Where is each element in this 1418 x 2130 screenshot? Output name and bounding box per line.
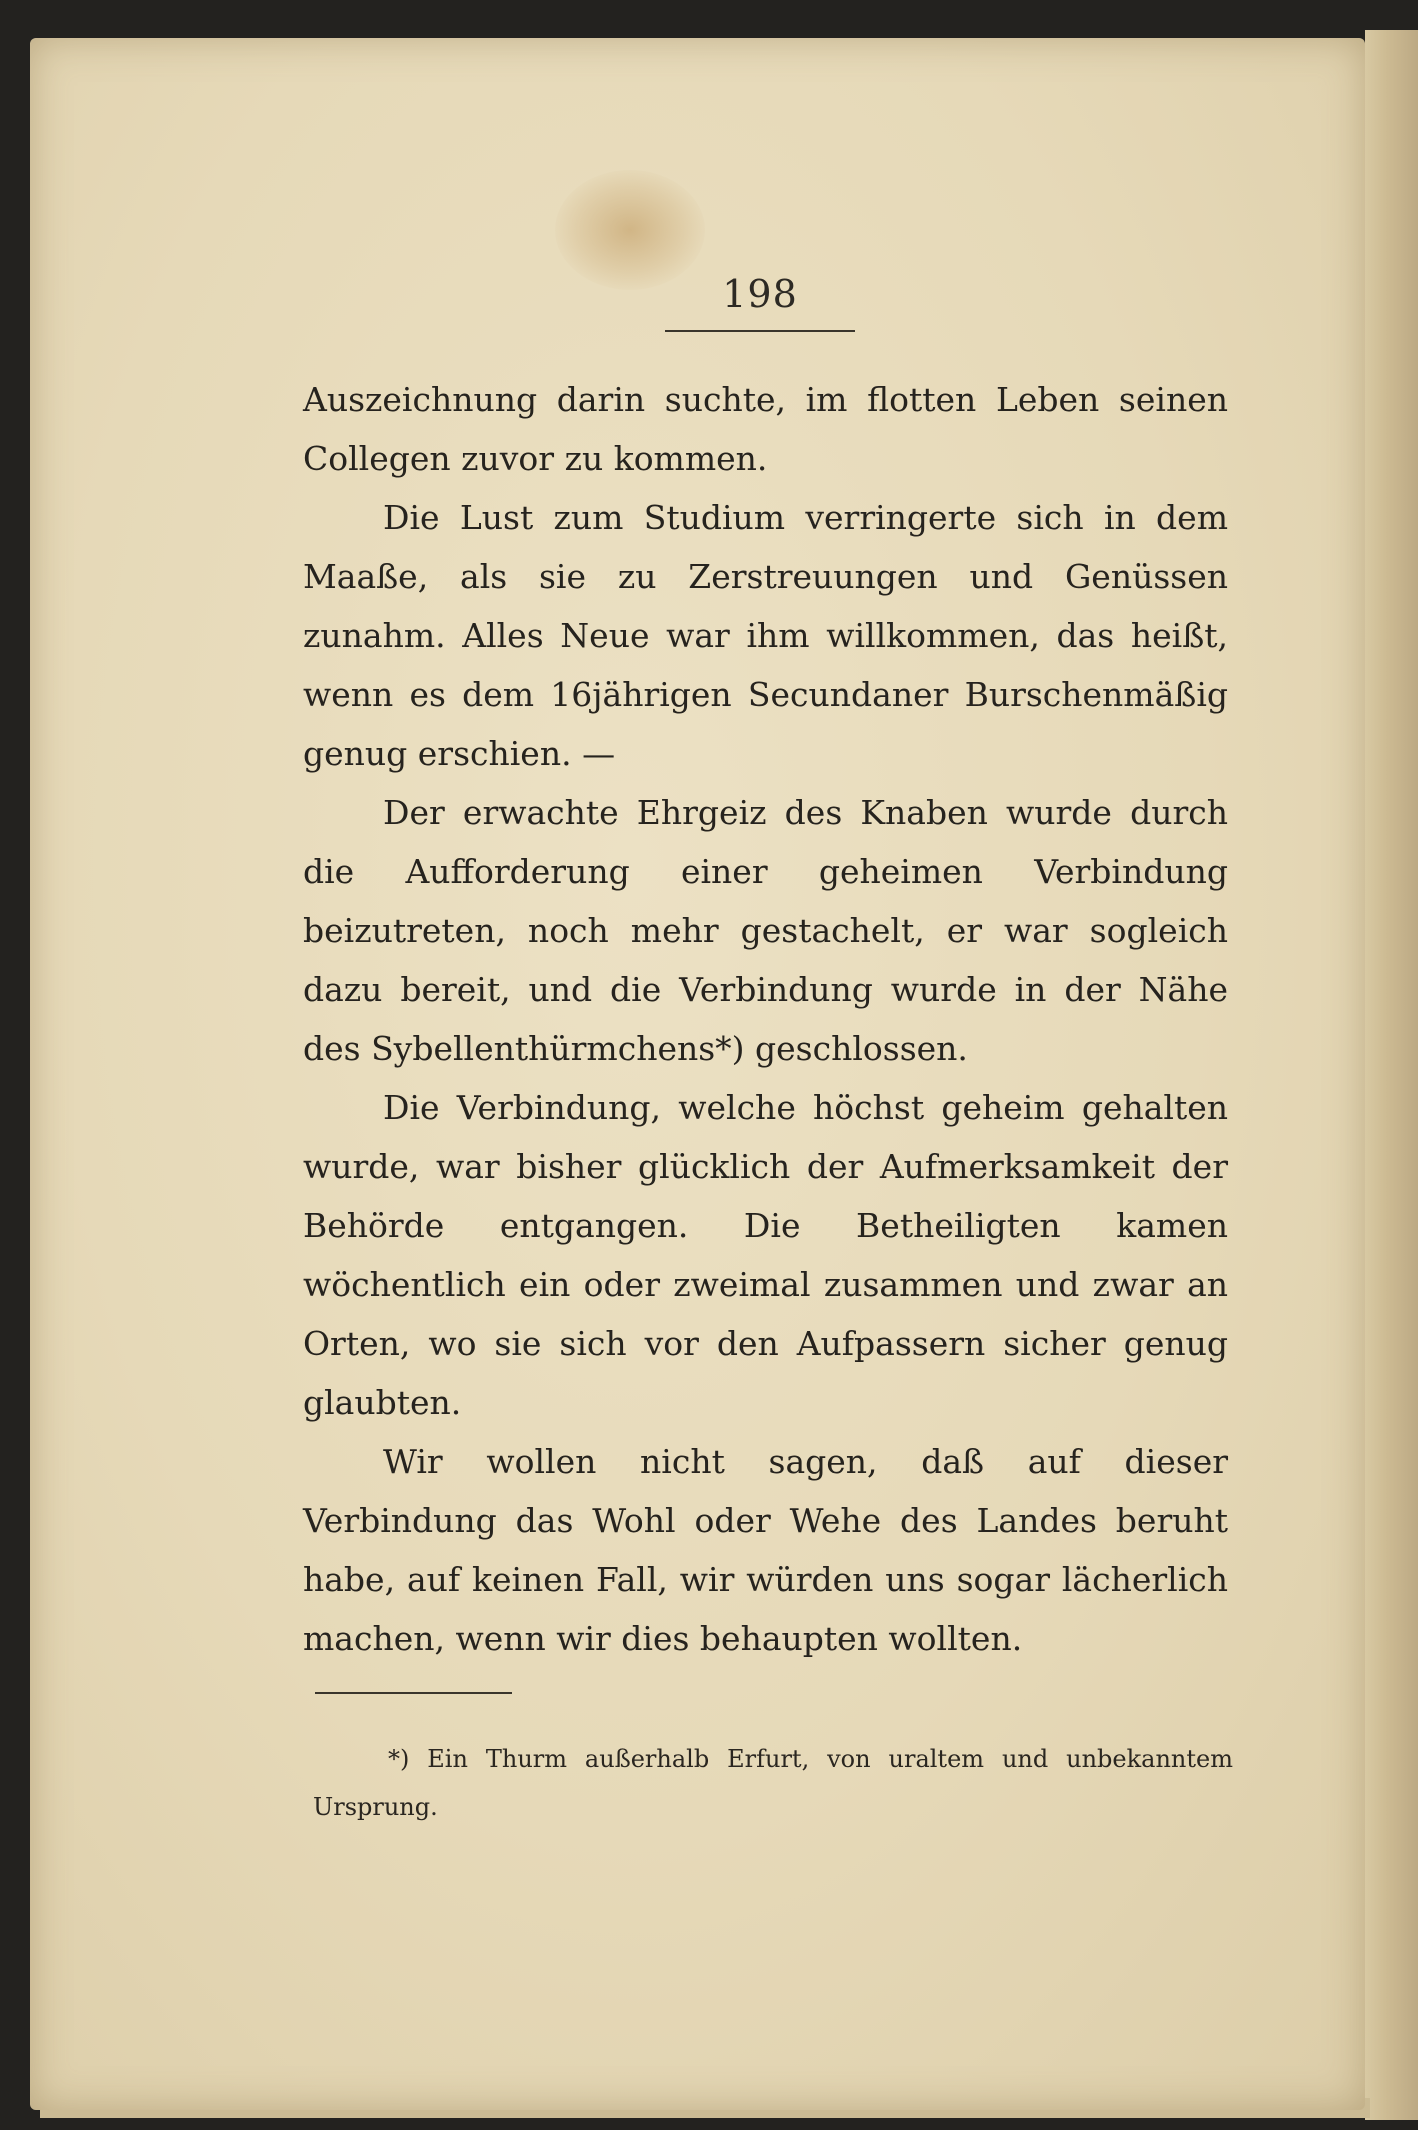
paragraph-4: Die Verbindung, welche höchst geheim gehalten wurde, war bisher glücklich der Aufmerksamkeit der Behörde entgangen. Die Betheiligten kamen wöchentlich ein oder zweimal zusammen und zwar an Orten, wo sie sich vor den Aufpassern sicher genug glaubten. <box>303 1088 1228 1422</box>
body-text <box>303 370 1228 1668</box>
footnote-rule <box>315 1692 512 1694</box>
footnote: *) Ein Thurm außerhalb Erfurt, von uraltem und unbekanntem Ursprung. <box>313 1745 1233 1821</box>
header-rule <box>665 330 855 332</box>
paragraph-1: Auszeichnung darin suchte, im flotten Leben seinen Collegen zuvor zu kommen. <box>303 380 1228 478</box>
paragraph-3: Der erwachte Ehrgeiz des Knaben wurde durch die Aufforderung einer geheimen Verbindung beizutreten, noch mehr gestachelt, er war sogleich dazu bereit, und die Verbindung wurde in der Nähe des Sybellenthürmchens*) geschlossen. <box>303 793 1228 1068</box>
page-edge-right <box>1365 30 1418 2120</box>
paragraph-2: Die Lust zum Studium verringerte sich in dem Maaße, als sie zu Zerstreuungen und Genüssen zunahm. Alles Neue war ihm willkommen, das heißt, wenn es dem 16jährigen Secundaner Burschenmäßig genug erschien. — <box>303 498 1228 773</box>
paragraph-5: Wir wollen nicht sagen, daß auf dieser Verbindung das Wohl oder Wehe des Landes beruht habe, auf keinen Fall, wir würden uns sogar lächerlich machen, wenn wir dies behaupten wollten. <box>303 1442 1228 1658</box>
page-number: 198 <box>722 272 798 316</box>
